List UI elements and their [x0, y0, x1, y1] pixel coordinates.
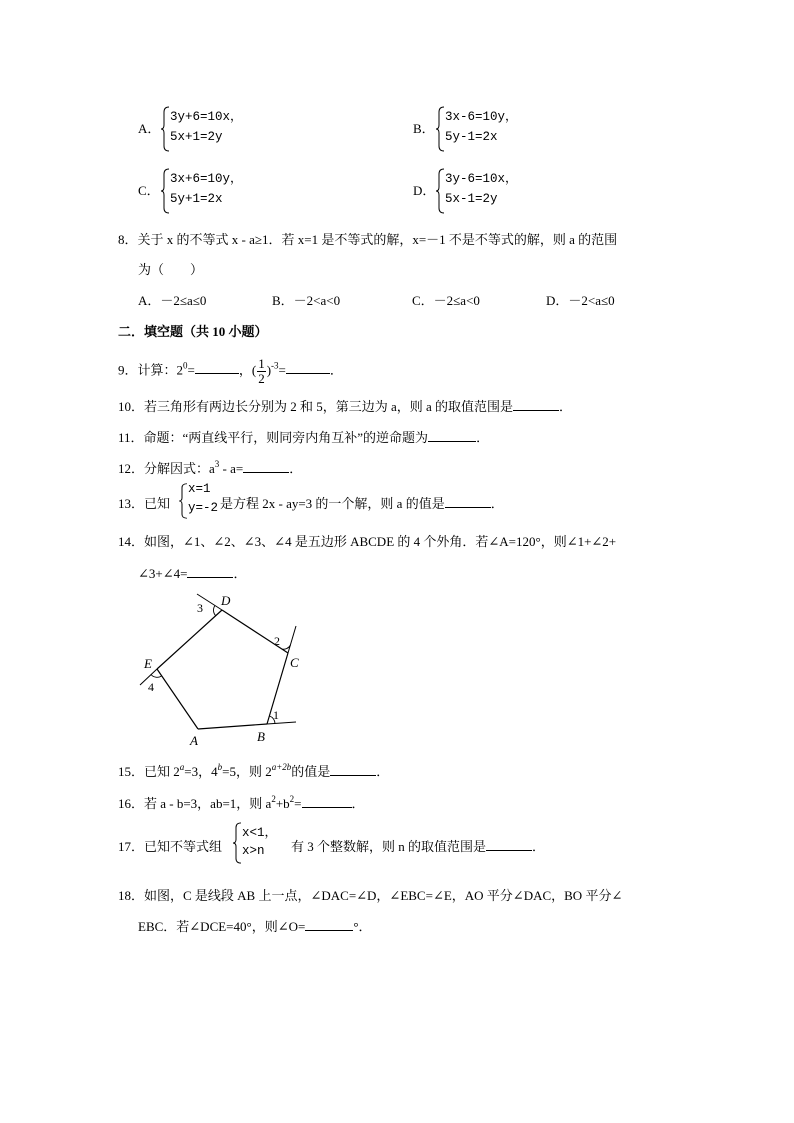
q12: 12．分解因式：$a^3 - a=$ ．: [118, 459, 303, 476]
q9: 9．计算：$2^0=$ ，( $\frac{1}{2}$ )$^{-3}$= ．: [118, 356, 343, 386]
q14-line2: ∠3+∠4= ．: [138, 566, 247, 581]
q8-line1: 8．关于 x 的不等式 x - a≥1．若 x=1 是不等式的解，x=－1 不是不等式的解，则 a 的范围: [118, 232, 618, 247]
side-ea: [157, 669, 198, 729]
option-label: C．: [138, 183, 160, 198]
label-angle-1: 1: [273, 708, 279, 722]
q14-line1: 14．如图，∠1、∠2、∠3、∠4 是五边形 ABCDE 的 4 个外角．若∠A=120°，则∠1+∠2+: [118, 534, 617, 549]
angle-arc-3: [213, 606, 216, 617]
equation-2: 5x+1=2y: [170, 130, 223, 144]
answer-blank[interactable]: [305, 918, 353, 931]
extension-c: [288, 626, 296, 653]
brace-icon: [435, 168, 445, 214]
q8-option-b: B．－2<a<0: [272, 293, 341, 308]
option-label: B．: [413, 121, 435, 136]
answer-blank[interactable]: [513, 398, 559, 411]
answer-blank[interactable]: [195, 361, 239, 374]
brace-icon: [178, 483, 188, 519]
label-e: E: [144, 656, 152, 671]
angle-arc-4: [151, 675, 162, 678]
q8-option-c: C．－2≤a<0: [412, 293, 480, 308]
option-label: A．: [138, 121, 161, 136]
equation-1: 3y+6=10x，: [170, 110, 243, 124]
side-de: [157, 610, 222, 669]
equation-2: 5x-1=2y: [445, 192, 498, 206]
q13-rest: 是方程 2x - ay=3 的一个解，则 a 的值是 ．: [220, 496, 504, 511]
q13-prefix: 13．已知: [118, 496, 171, 511]
pentagon-figure: [130, 588, 310, 748]
label-angle-3: 3: [197, 601, 203, 615]
fraction: $\frac{1}{2}$: [258, 356, 265, 386]
answer-blank[interactable]: [302, 795, 352, 808]
answer-blank[interactable]: [445, 495, 491, 508]
q8-option-d: D．－2<a≤0: [546, 293, 615, 308]
brace-icon: [160, 168, 170, 214]
answer-blank[interactable]: [486, 838, 532, 851]
answer-blank[interactable]: [243, 460, 289, 473]
label-d: D: [221, 593, 231, 608]
label-angle-4: 4: [148, 680, 154, 694]
label-a: A: [190, 733, 198, 748]
equation-1: x<1，: [242, 826, 278, 840]
equation-1: 3x+6=10y，: [170, 172, 243, 186]
q11: 11．命题：“两直线平行，则同旁内角互补”的逆命题为 ．: [118, 430, 490, 445]
q8-line2: 为（ ）: [138, 262, 204, 277]
brace-icon: [160, 106, 170, 152]
q17-prefix: 17．已知不等式组: [118, 839, 223, 854]
label-angle-2: 2: [274, 634, 280, 648]
q10: 10．若三角形有两边长分别为 2 和 5，第三边为 a，则 a 的取值范围是 ．: [118, 399, 573, 414]
equation-1: 3x-6=10y，: [445, 110, 518, 124]
equation-1: 3y-6=10x，: [445, 172, 518, 186]
q18-line2: EBC．若∠DCE=40°，则∠O= °．: [138, 919, 372, 934]
extension-b: [267, 722, 296, 724]
equation-1: x=1: [188, 482, 211, 496]
equation-2: 5y-1=2x: [445, 130, 498, 144]
label-c: C: [290, 655, 299, 670]
q18-line1: 18．如图，C 是线段 AB 上一点，∠DAC=∠D，∠EBC=∠E，AO 平分∠DAC，BO 平分∠: [118, 888, 623, 903]
equation-2: y=-2: [188, 501, 219, 515]
label-b: B: [257, 729, 265, 744]
q8-option-a: A．－2≤a≤0: [138, 293, 207, 308]
section-title: 二．填空题（共 10 小题）: [118, 324, 268, 339]
brace-icon: [232, 822, 242, 864]
option-label: D．: [413, 183, 436, 198]
q16: 16．若 a - b=3，ab=1，则 $a^2+b^2=$ ．: [118, 794, 365, 811]
equation-2: x>n: [242, 844, 265, 858]
answer-blank[interactable]: [187, 565, 233, 578]
brace-icon: [435, 106, 445, 152]
answer-blank[interactable]: [330, 763, 376, 776]
answer-blank[interactable]: [428, 429, 476, 442]
equation-2: 5y+1=2x: [170, 192, 223, 206]
answer-blank[interactable]: [286, 361, 330, 374]
q17-rest: 有 3 个整数解，则 n 的取值范围是 ．: [291, 839, 546, 854]
q15: 15．已知 $2^a=3$，$4^b=5$，则 $2^{a+2b}$的值是 ．: [118, 762, 390, 779]
